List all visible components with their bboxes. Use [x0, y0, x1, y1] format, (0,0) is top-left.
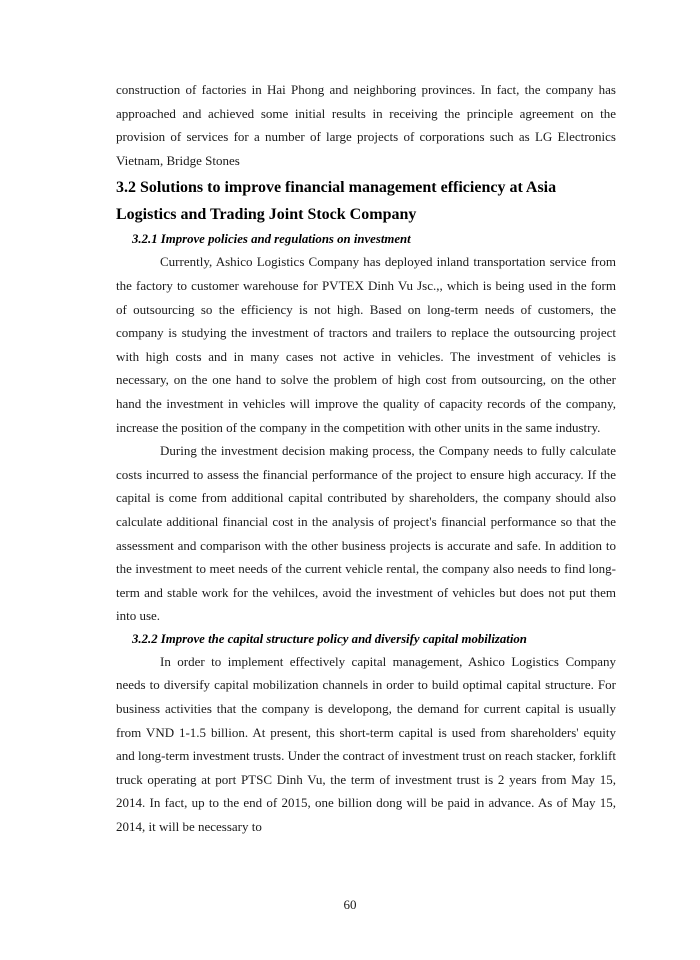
- body-paragraph: During the investment decision making process, the Company needs to fully calculate costs incurred to assess the financial performance of the project to ensure high accuracy. If the capital is come from additional capital contributed by shareholders, the company should also calculate additional financial cost in the analysis of project's financial performance so that the assessment and comparison with the other business projects is accurate and safe. In addition to the investment to meet needs of the current vehicle rental, the company also needs to find long-term and stable work for the vehilces, avoid the investment of vehicles but does not put them into use.: [116, 443, 616, 624]
- intro-paragraph: construction of factories in Hai Phong and neighboring provinces. In fact, the company has approached and achieved some initial results in receiving the principle agreement on the provision of services for a number of large projects of corporations such as LG Electronics Vietnam, Bridge Stones: [116, 82, 616, 168]
- document-page: [116, 78, 616, 839]
- page-number: 60: [343, 897, 357, 912]
- body-paragraph: In order to implement effectively capital management, Ashico Logistics Company needs to diversify capital mobilization channels in order to build optimal capital structure. For business activities that the company is developong, the demand for current capital is usually from VND 1-1.5 billion. At present, this short-term capital is used from shareholders' equity and long-term investment trusts. Under the contract of investment trust on reach stacker, forklift truck operating at port PTSC Dinh Vu, the term of investment trust is 2 years from May 15, 2014. In fact, up to the end of 2015, one billion dong will be paid in advance. As of May 15, 2014, it will be necessary to: [116, 653, 616, 835]
- subsection-heading-capital-structure: 3.2.2 Improve the capital structure policy and diversify capital mobilization: [132, 631, 527, 646]
- subsection-heading-investment: 3.2.1 Improve policies and regulations on investment: [132, 232, 411, 247]
- section-heading: 3.2 Solutions to improve financial management efficiency at Asia Logistics and Trading Joint Stock Company: [116, 179, 557, 224]
- body-paragraph: Currently, Ashico Logistics Company has deployed inland transportation service from the factory to customer warehouse for PVTEX Dinh Vu Jsc.,, which is being used in the form of outsourcing so the efficiency is not high. Based on long-term needs of customers, the company is studying the investment of tractors and trailers to replace the outsourcing project with high costs and in many cases not active in vehicles. The investment of vehicles is necessary, on the one hand to solve the problem of high cost from outsourcing, on the other hand the investment in vehicles will improve the quality of capacity records of the company, increase the position of the company in the competition with other units in the same industry.: [116, 254, 616, 435]
